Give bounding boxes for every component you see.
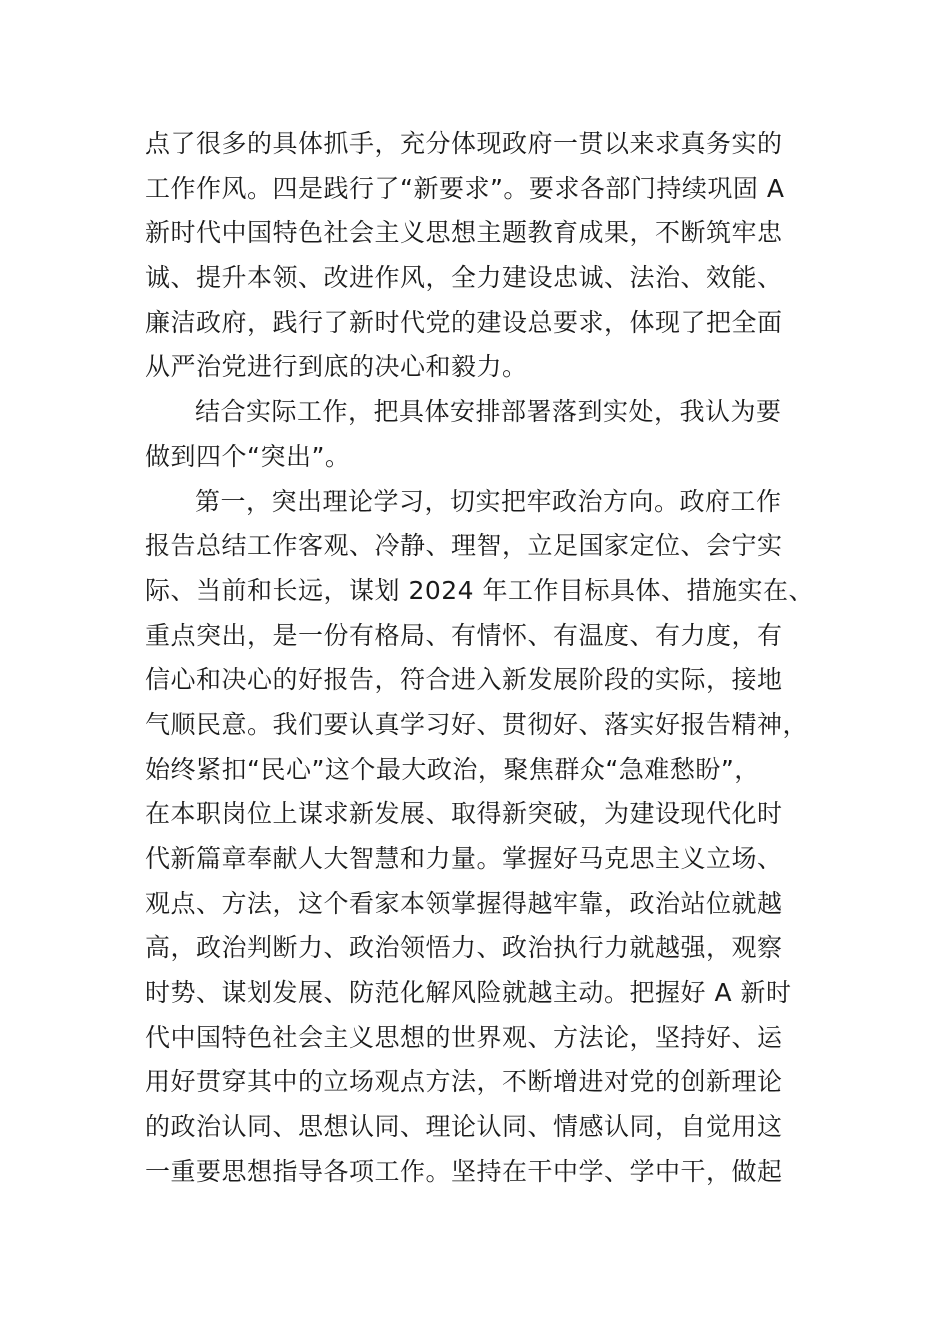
- text-line: 代新篇章奉献人大智慧和力量。掌握好马克思主义立场、: [145, 844, 783, 873]
- paragraph-first-line: 第一，突出理论学习，切实把牢政治方向。政府工作: [195, 486, 782, 516]
- text-line: 新时代中国特色社会主义思想主题教育成果，不断筑牢忠: [145, 218, 783, 248]
- text-line: 做到四个“突出”。: [145, 441, 351, 471]
- text-line: 在本职岗位上谋求新发展、取得新突破，为建设现代化时: [145, 799, 783, 829]
- text-line: 用好贯穿其中的立场观点方法，不断增进对党的创新理论: [145, 1067, 783, 1097]
- text-line: 从严治党进行到底的决心和毅力。: [145, 352, 528, 382]
- text-line: 代中国特色社会主义思想的世界观、方法论，坚持好、运: [145, 1022, 783, 1052]
- text-line: 廉洁政府，践行了新时代党的建设总要求，体现了把全面: [145, 307, 783, 337]
- paragraph-first-line: 结合实际工作，把具体安排部署落到实处，我认为要: [195, 397, 782, 427]
- text-line: 的政治认同、思想认同、理论认同、情感认同，自觉用这: [145, 1112, 783, 1142]
- text-line: 工作作风。四是践行了“新要求”。要求各部门持续巩固 A: [145, 173, 785, 203]
- text-line: 始终紧扣“民心”这个最大政治，聚焦群众“急难愁盼”，: [145, 754, 760, 784]
- text-line: 点了很多的具体抓手，充分体现政府一贯以来求真务实的: [145, 129, 783, 158]
- text-line: 信心和决心的好报告，符合进入新发展阶段的实际，接地: [145, 665, 783, 695]
- text-line: 际、当前和长远，谋划 2024 年工作目标具体、措施实在、: [145, 575, 815, 605]
- text-line: 气顺民意。我们要认真学习好、贯彻好、落实好报告精神，: [145, 709, 809, 739]
- text-line: 观点、方法，这个看家本领掌握得越牢靠，政治站位就越: [145, 888, 783, 918]
- text-line: 高，政治判断力、政治领悟力、政治执行力就越强，观察: [145, 933, 783, 963]
- text-line: 重点突出，是一份有格局、有情怀、有温度、有力度，有: [145, 620, 783, 650]
- document-body: [145, 122, 815, 1195]
- text-line: 一重要思想指导各项工作。坚持在干中学、学中干，做起: [145, 1156, 783, 1186]
- text-line: 报告总结工作客观、冷静、理智，立足国家定位、会宁实: [145, 531, 783, 561]
- text-line: 诚、提升本领、改进作风，全力建设忠诚、法治、效能、: [145, 263, 783, 293]
- text-line: 时势、谋划发展、防范化解风险就越主动。把握好 A 新时: [145, 978, 792, 1008]
